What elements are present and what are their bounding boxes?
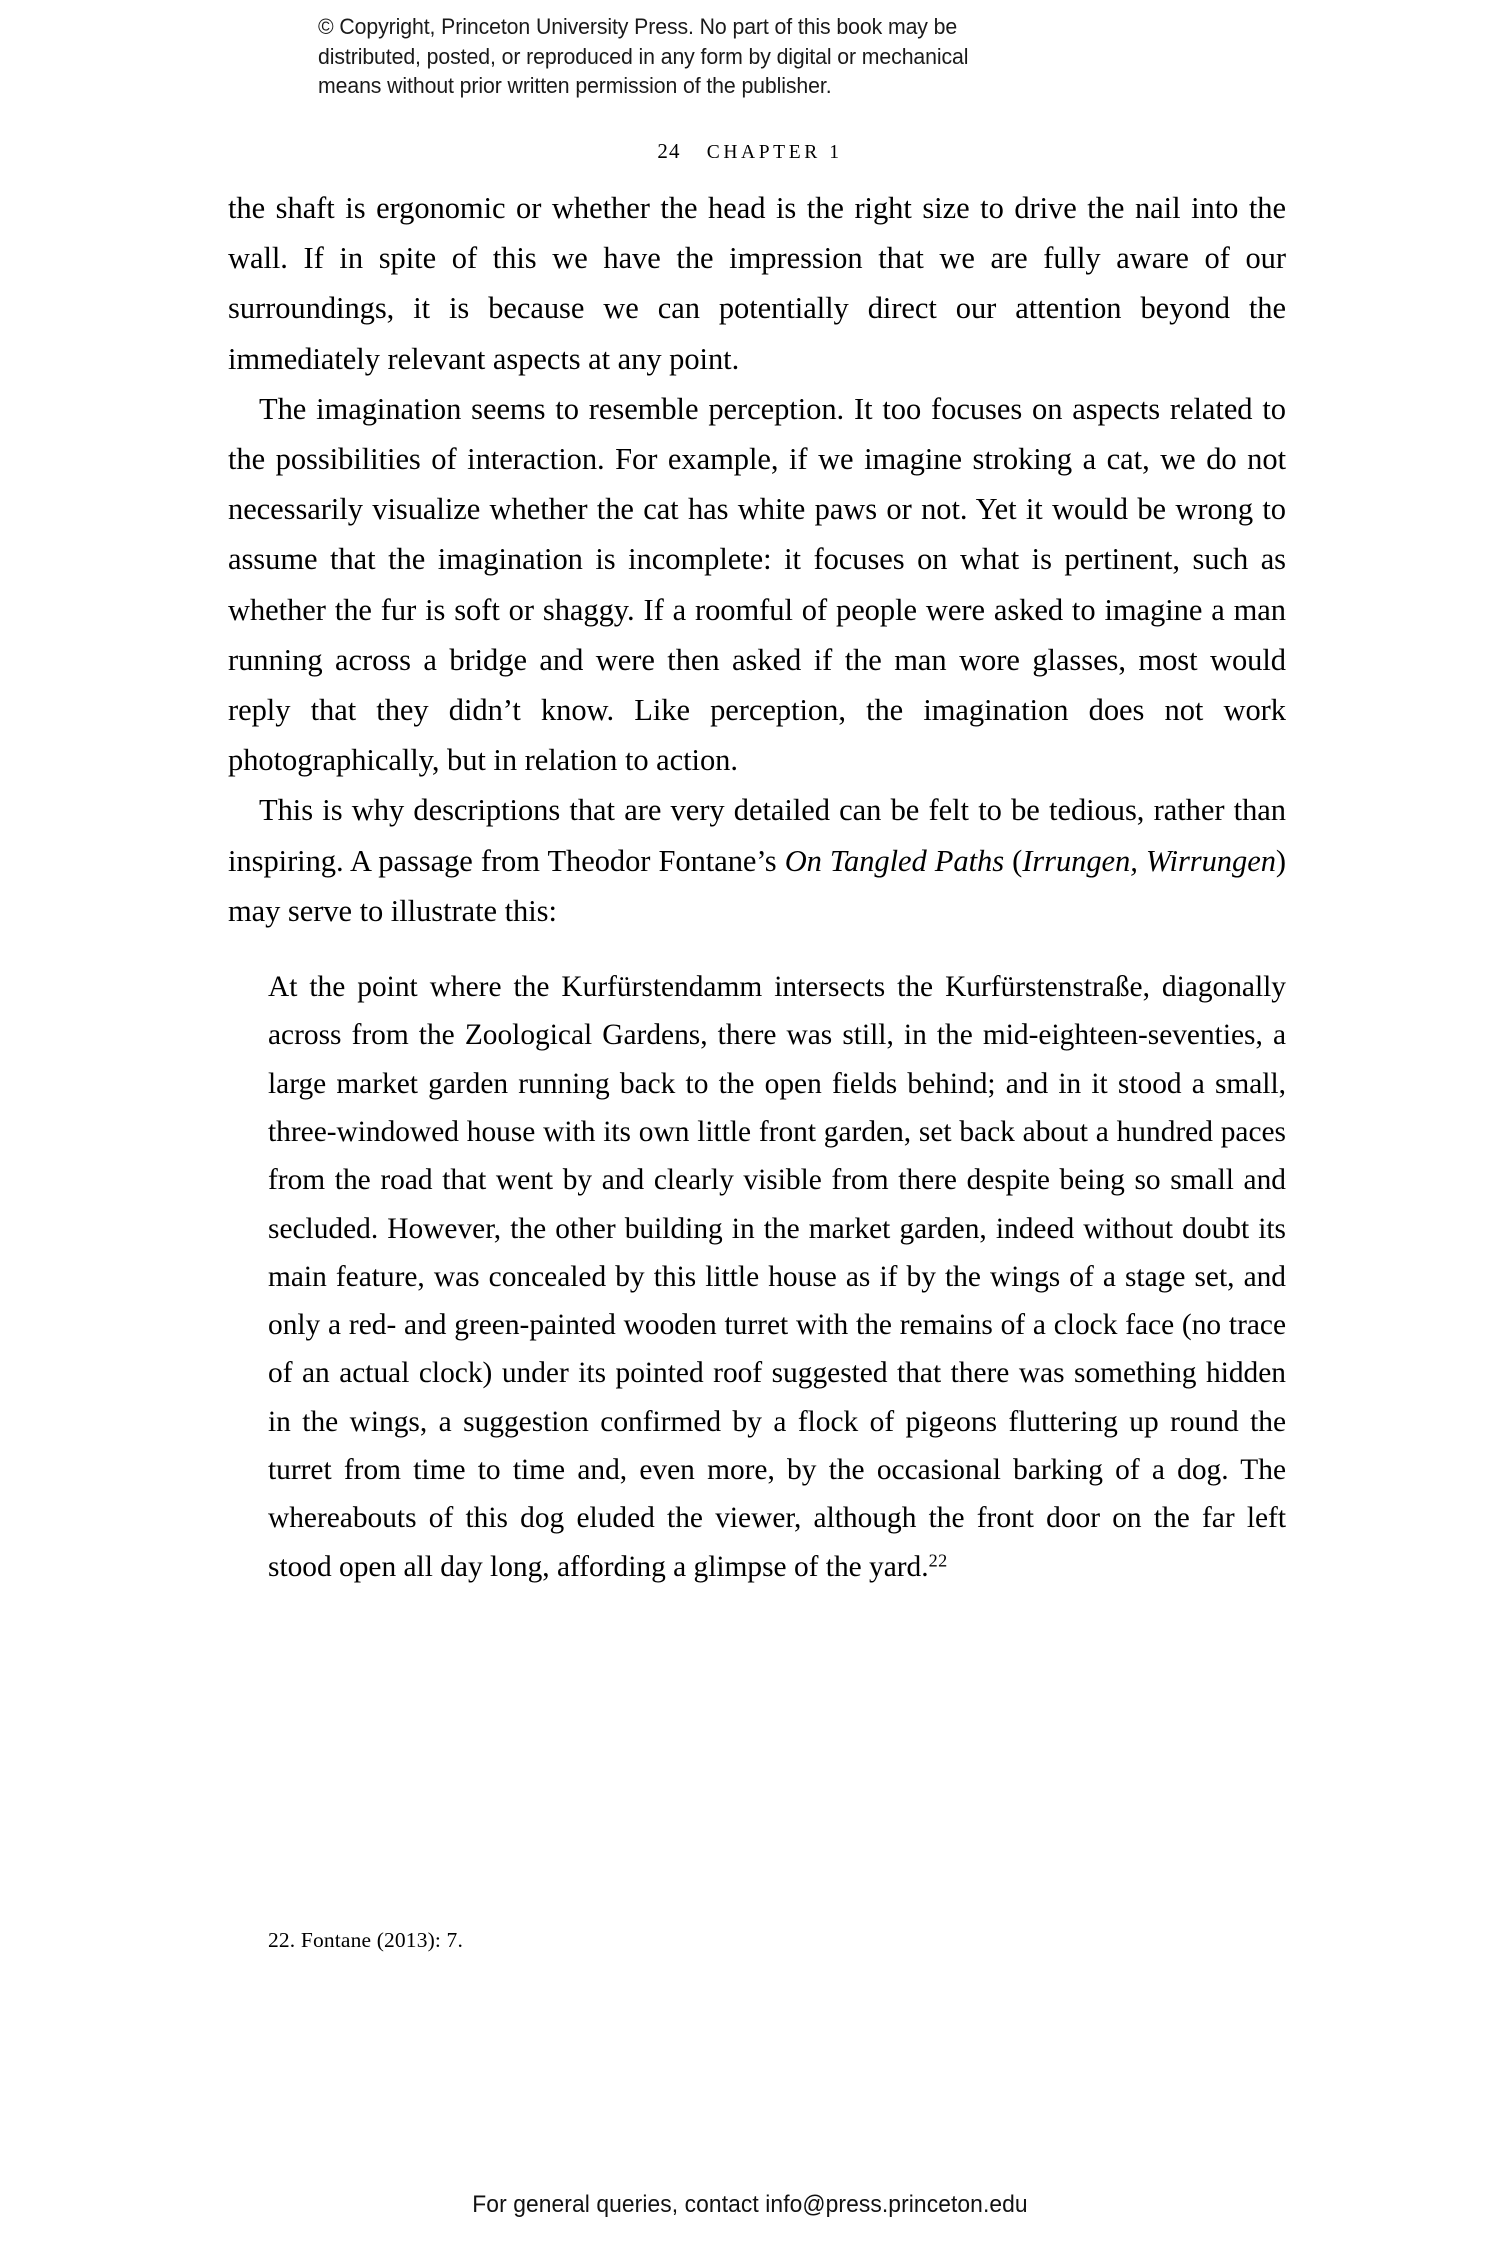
block-quote-body: At the point where the Kurfürstendamm intersects the Kurfürstenstraße, diagonally across from the Zoological Gardens, there was still, in the mid-eighteen-seventies, a large market garden running back to the open fields behind; and in it stood a small, three-windowed house with its own little front garden, set back about a hundred paces from the road that went by and clearly visible from there despite being so small and secluded. However, the other building in the market garden, indeed without doubt its main feature, was concealed by this little house as if by the wings of a stage set, and only a red- and green-painted wooden turret with the remains of a clock face (no trace of an actual clock) under its pointed roof suggested that there was something hidden in the wings, a suggestion confirmed by a flock of pigeons fluttering up round the turret from time to time and, even more, by the occasional barking of a dog. The whereabouts of this dog eluded the viewer, although the front door on the far left stood open all day long, affording a glimpse of the yard. <box>268 971 1286 1583</box>
footnote-reference-marker: 22 <box>928 1550 948 1571</box>
footer-queries: For general queries, contact info@press.princeton.edu <box>472 2191 1028 2218</box>
block-quote-text <box>268 963 1286 1591</box>
page-number: 24 <box>657 139 681 163</box>
paragraph-continued: the shaft is ergonomic or whether the head is the right size to drive the nail into the wall. If in spite of this we have the impression that we are fully aware of our surroundings, it is because we can potentially direct our attention beyond the immediately relevant aspects at any point. <box>228 191 1286 376</box>
block-quote <box>268 963 1286 1591</box>
footnote: 22. Fontane (2013): 7. <box>268 1928 463 1952</box>
copyright-line-3: means without prior written permission of the publisher. <box>318 73 832 98</box>
book-title-italic: On Tangled Paths <box>784 843 1005 878</box>
paragraph-descriptions-mid: ( <box>1004 843 1023 878</box>
paragraph-imagination: The imagination seems to resemble perception. It too focuses on aspects related to the possibilities of interaction. For example, if we imagine stroking a cat, we do not necessarily visualize whether the cat has white paws or not. Yet it would be wrong to assume that the imagination is incomplete: it focuses on what is pertinent, such as whether the fur is soft or shaggy. If a roomful of people were asked to imagine a man running across a bridge and were then asked if the man wore glasses, most would reply that they didn’t know. Like perception, the imagination does not work photographically, but in relation to action. <box>228 391 1286 778</box>
chapter-label: CHAPTER 1 <box>706 142 843 163</box>
copyright-line-1: © Copyright, Princeton University Press. No part of this book may be <box>318 14 958 39</box>
paragraph-descriptions <box>228 785 1286 936</box>
copyright-notice <box>318 12 1121 101</box>
book-title-original-italic: Irrungen, Wirrungen <box>1022 843 1276 878</box>
running-head <box>0 138 1500 166</box>
copyright-line-2: distributed, posted, or reproduced in any form by digital or mechanical <box>318 43 969 69</box>
paragraph-descriptions-lead: This is why descriptions that are very detailed can be felt to be tedious, rather than inspiring. A passage from Theodor Fontane’s <box>228 793 1286 878</box>
text-block <box>228 183 1286 1591</box>
paragraph-descriptions-tail: ) may serve to illustrate this: <box>228 843 1286 928</box>
